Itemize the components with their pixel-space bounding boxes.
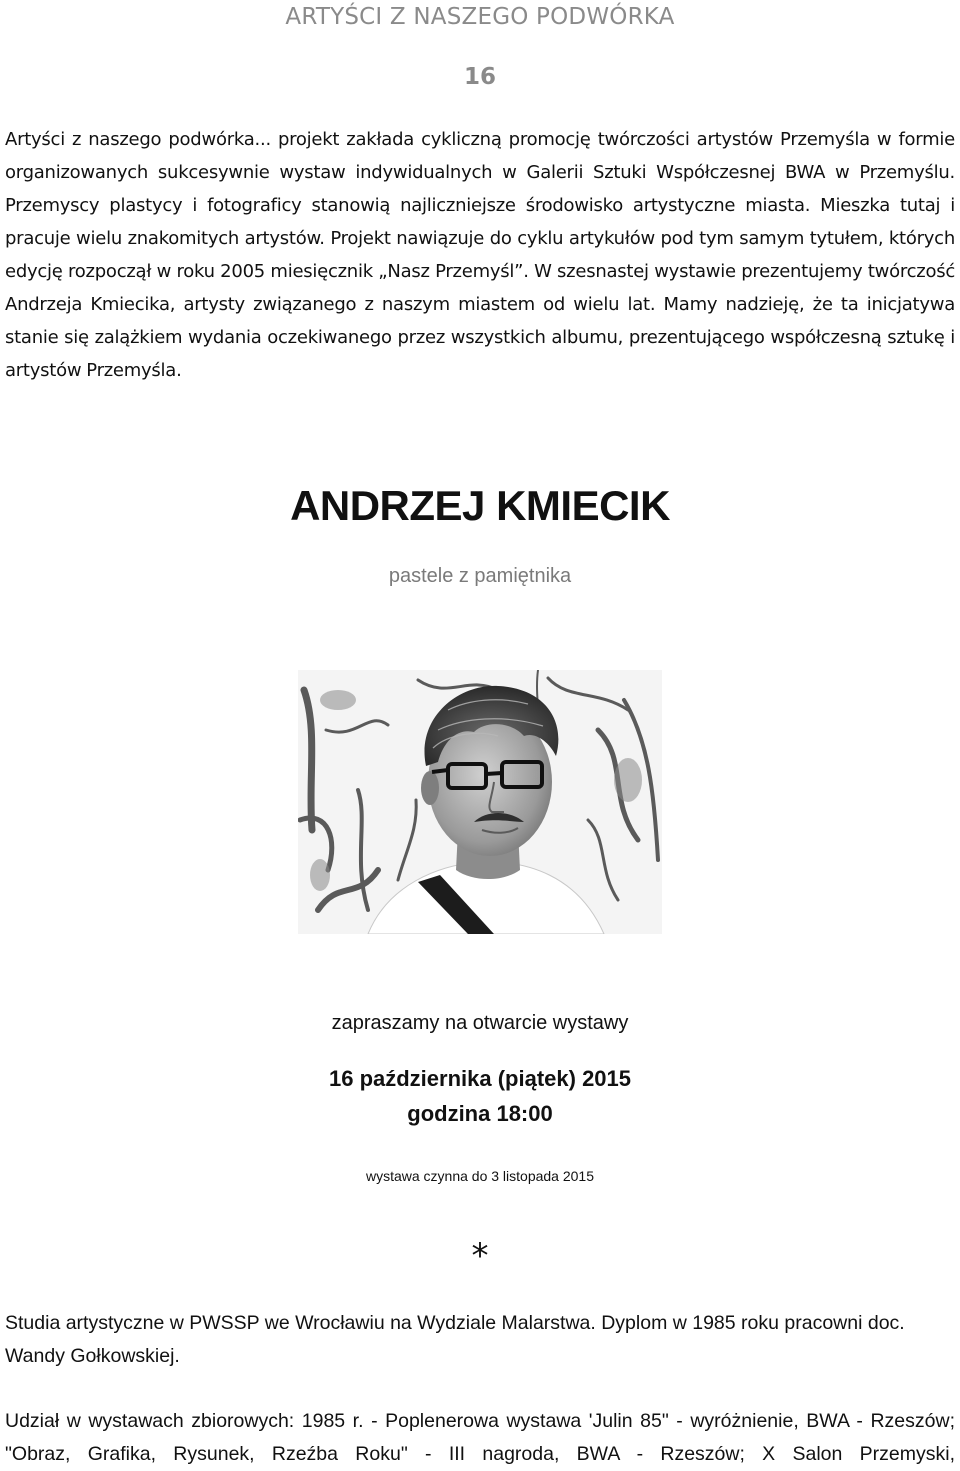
- opening-date: 16 października (piątek) 2015: [328, 1066, 632, 1091]
- opening-time: godzina 18:00: [407, 1101, 553, 1126]
- biography-studies: Studia artystyczne w PWSSP we Wrocławiu na Wydziale Malarstwa. Dyplom w 1985 roku pracowni doc. Wandy Gołkowskiej.: [5, 1312, 905, 1367]
- artist-name: ANDRZEJ KMIECIK: [290, 482, 670, 529]
- exhibition-subtitle: pastele z pamiętnika: [388, 565, 572, 587]
- artist-portrait-photo: [298, 670, 662, 934]
- section-separator: *: [471, 1236, 489, 1276]
- intro-paragraph: Artyści z naszego podwórka... projekt zakłada cykliczną promocję twórczości artystów Przemyśla w formie organizowanych sukcesywnie wystaw indywidualnych w Galerii Sztuki Współczesnej BWA w Przemyślu. Przemyscy plastycy i fotograficy stanowią najliczniejsze środowisko artystyczne miasta. Mieszka tutaj i pracuje wielu znakomitych artystów. Projekt nawiązuje do cyklu artykułów pod tym samym tytułem, których edycję rozpoczął w roku 2005 miesięcznik „Nasz Przemyśl”. W szesnastej wystawie prezentujemy twórczość Andrzeja Kmiecika, artysty związanego z naszym miastem od wielu lat. Mamy nadzieję, że ta inicjatywa stanie się zalążkiem wydania oczekiwanego przez wszystkich albumu, prezentującego współczesną sztukę i artystów Przemyśla.: [5, 129, 955, 381]
- exhibition-duration: wystawa czynna do 3 listopada 2015: [365, 1168, 595, 1184]
- biography-exhibitions: Udział w wystawach zbiorowych: 1985 r. - Poplenerowa wystawa 'Julin 85" - wyróżnienie, BWA - Rzeszów; "Obraz, Grafika, Rysunek, Rzeźba Roku" - III nagroda, BWA - Rzeszów; X Salon Przemyski,: [5, 1410, 955, 1465]
- opening-invitation: zapraszamy na otwarcie wystawy: [331, 1012, 629, 1034]
- exhibition-number: 16: [463, 64, 496, 90]
- page-header-title: ARTYŚCI Z NASZEGO PODWÓRKA: [285, 4, 675, 30]
